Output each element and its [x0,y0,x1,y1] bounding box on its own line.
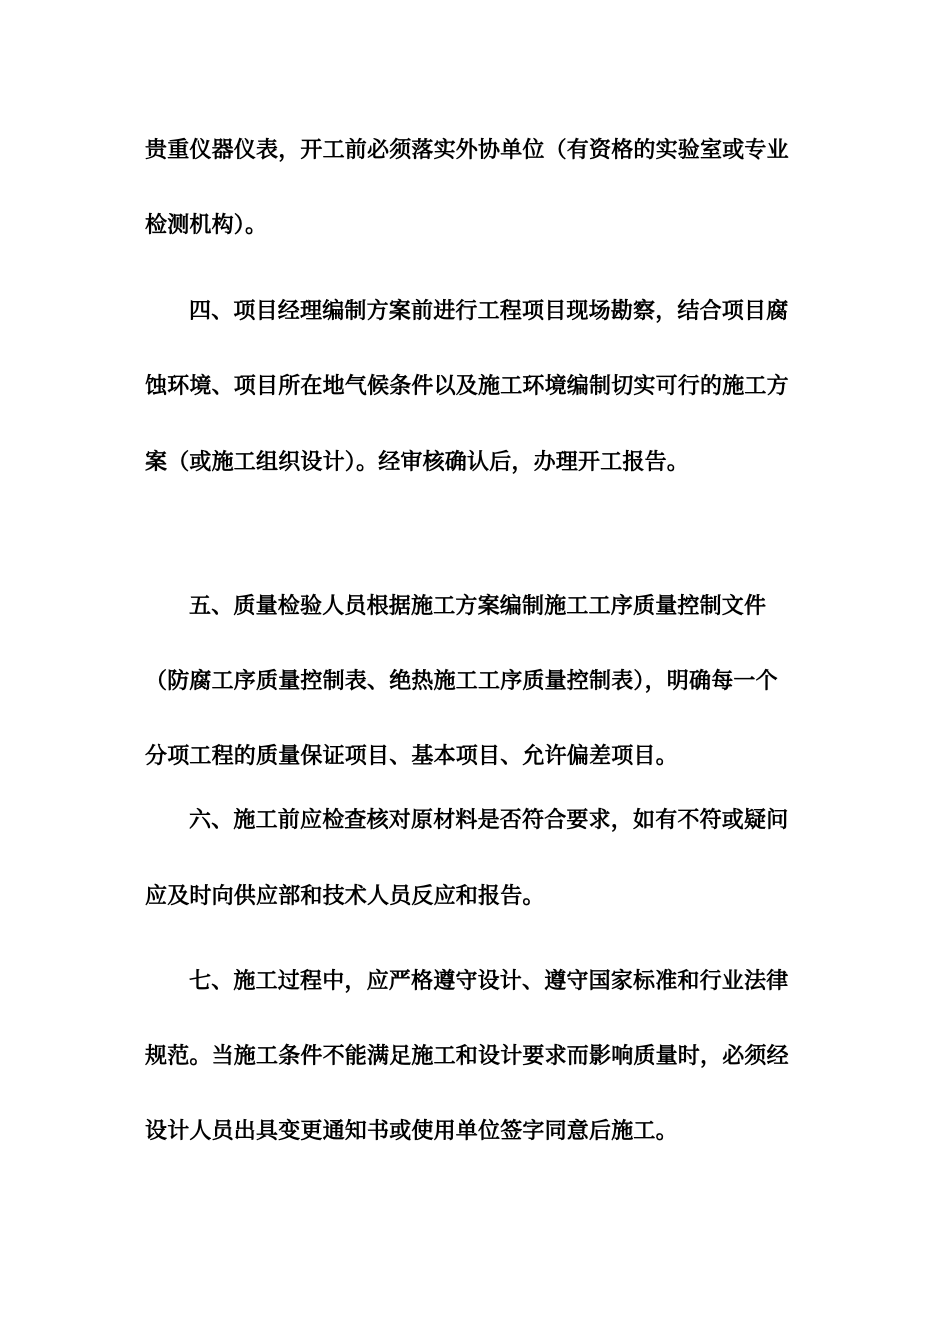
text-line: 分项工程的质量保证项目、基本项目、允许偏差项目。 [145,744,678,769]
text-line: 案（或施工组织设计）。经审核确认后，办理开工报告。 [145,450,690,475]
paragraph-5-start: 五、质量检验人员根据施工方案编制施工工序质量控制文件 [189,594,767,619]
text-line: 规范。当施工条件不能满足施工和设计要求而影响质量时，必须经 [145,1044,789,1069]
paragraph-6-start: 六、施工前应检查核对原材料是否符合要求，如有不符或疑问 [189,808,789,833]
text-line: 贵重仪器仪表，开工前必须落实外协单位（有资格的实验室或专业 [145,138,789,163]
text-line: 应及时向供应部和技术人员反应和报告。 [145,884,545,909]
text-line: 设计人员出具变更通知书或使用单位签字同意后施工。 [145,1119,678,1144]
text-line: 蚀环境、项目所在地气候条件以及施工环境编制切实可行的施工方 [145,374,789,399]
text-line: （防腐工序质量控制表、绝热施工工序质量控制表），明确每一个 [145,669,778,694]
text-line: 检测机构）。 [145,213,268,238]
paragraph-4-start: 四、项目经理编制方案前进行工程项目现场勘察，结合项目腐 [189,299,789,324]
paragraph-7-start: 七、施工过程中，应严格遵守设计、遵守国家标准和行业法律 [189,969,789,994]
